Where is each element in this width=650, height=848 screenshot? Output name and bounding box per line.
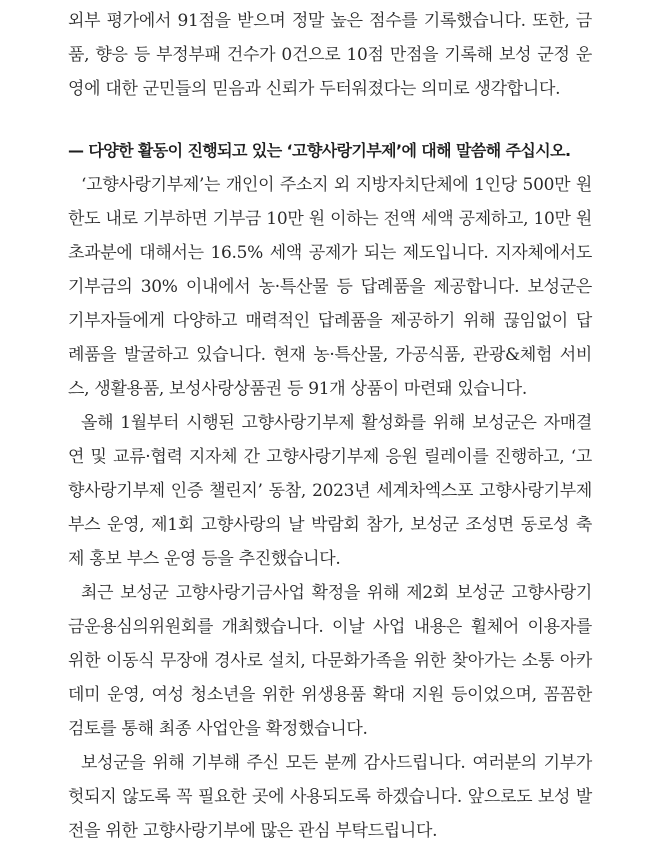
text-line: 기부금의 30% 이내에서 농·특산물 등 답례품을 제공합니다. 보성군은 [68, 277, 592, 297]
paragraph-fund-projects [68, 576, 592, 746]
text-line: 전을 위한 고향사랑기부에 많은 관심 부탁드립니다. [68, 821, 438, 841]
paragraph-gap [68, 106, 592, 134]
text-line: 향사랑기부제 인증 챌린지’ 동참, 2023년 세계차엑스포 고향사랑기부제 [68, 481, 592, 501]
text-line: 제 홍보 부스 운영 등을 추진했습니다. [68, 549, 341, 569]
text-line: 외부 평가에서 91점을 받으며 정말 높은 점수를 기록했습니다. 또한, 금 [68, 11, 592, 31]
paragraph-continuation [68, 4, 592, 106]
text-line: 보성군을 위해 기부해 주신 모든 분께 감사드립니다. 여러분의 기부가 [81, 753, 592, 773]
text-line: 품, 향응 등 부정부패 건수가 0건으로 10점 만점을 기록해 보성 군정 운 [68, 45, 592, 65]
text-line: 영에 대한 군민들의 믿음과 신뢰가 두터워졌다는 의미로 생각합니다. [68, 79, 561, 99]
text-line: 최근 보성군 고향사랑기금사업 확정을 위해 제2회 보성군 고향사랑기 [81, 583, 592, 603]
text-line: 기부자들에게 다양하고 매력적인 답례품을 제공하기 위해 끊임없이 답 [68, 311, 592, 331]
paragraph-gohyang-donation-intro [68, 168, 592, 406]
text-line: 헛되지 않도록 꼭 필요한 곳에 사용되도록 하겠습니다. 앞으로도 보성 발 [68, 787, 592, 807]
text-line: 검토를 통해 최종 사업안을 확정했습니다. [68, 719, 368, 739]
text-line: 연 및 교류·협력 지자체 간 고향사랑기부제 응원 릴레이를 진행하고, ‘고 [68, 447, 592, 467]
text-line: 데미 운영, 여성 청소년을 위한 위생용품 확대 지원 등이었으며, 꼼꼼한 [68, 685, 592, 705]
text-line: ‘고향사랑기부제’는 개인이 주소지 외 지방자치단체에 1인당 500만 원 [81, 175, 592, 195]
text-line: 올해 1월부터 시행된 고향사랑기부제 활성화를 위해 보성군은 자매결 [81, 413, 592, 433]
article-body [68, 4, 592, 848]
paragraph-promotion-activities [68, 406, 592, 576]
text-line: 초과분에 대해서는 16.5% 세액 공제가 되는 제도입니다. 지자체에서도 [68, 243, 592, 263]
paragraph-thanks [68, 746, 592, 848]
text-line: 스, 생활용품, 보성사랑상품권 등 91개 상품이 마련돼 있습니다. [68, 379, 527, 399]
text-line: 금운용심의위원회를 개최했습니다. 이날 사업 내용은 휠체어 이용자를 [68, 617, 592, 637]
interview-question: — 다양한 활동이 진행되고 있는 ‘고향사랑기부제’에 대해 말씀해 주십시오. [68, 141, 571, 160]
text-line: 위한 이동식 무장애 경사로 설치, 다문화가족을 위한 찾아가는 소통 아카 [68, 651, 592, 671]
text-line: 한도 내로 기부하면 기부금 10만 원 이하는 전액 세액 공제하고, 10만 원 [68, 209, 592, 229]
text-line: 부스 운영, 제1회 고향사랑의 날 박람회 참가, 보성군 조성면 동로성 축 [68, 515, 592, 535]
text-line: 례품을 발굴하고 있습니다. 현재 농·특산물, 가공식품, 관광&체험 서비 [68, 345, 592, 365]
